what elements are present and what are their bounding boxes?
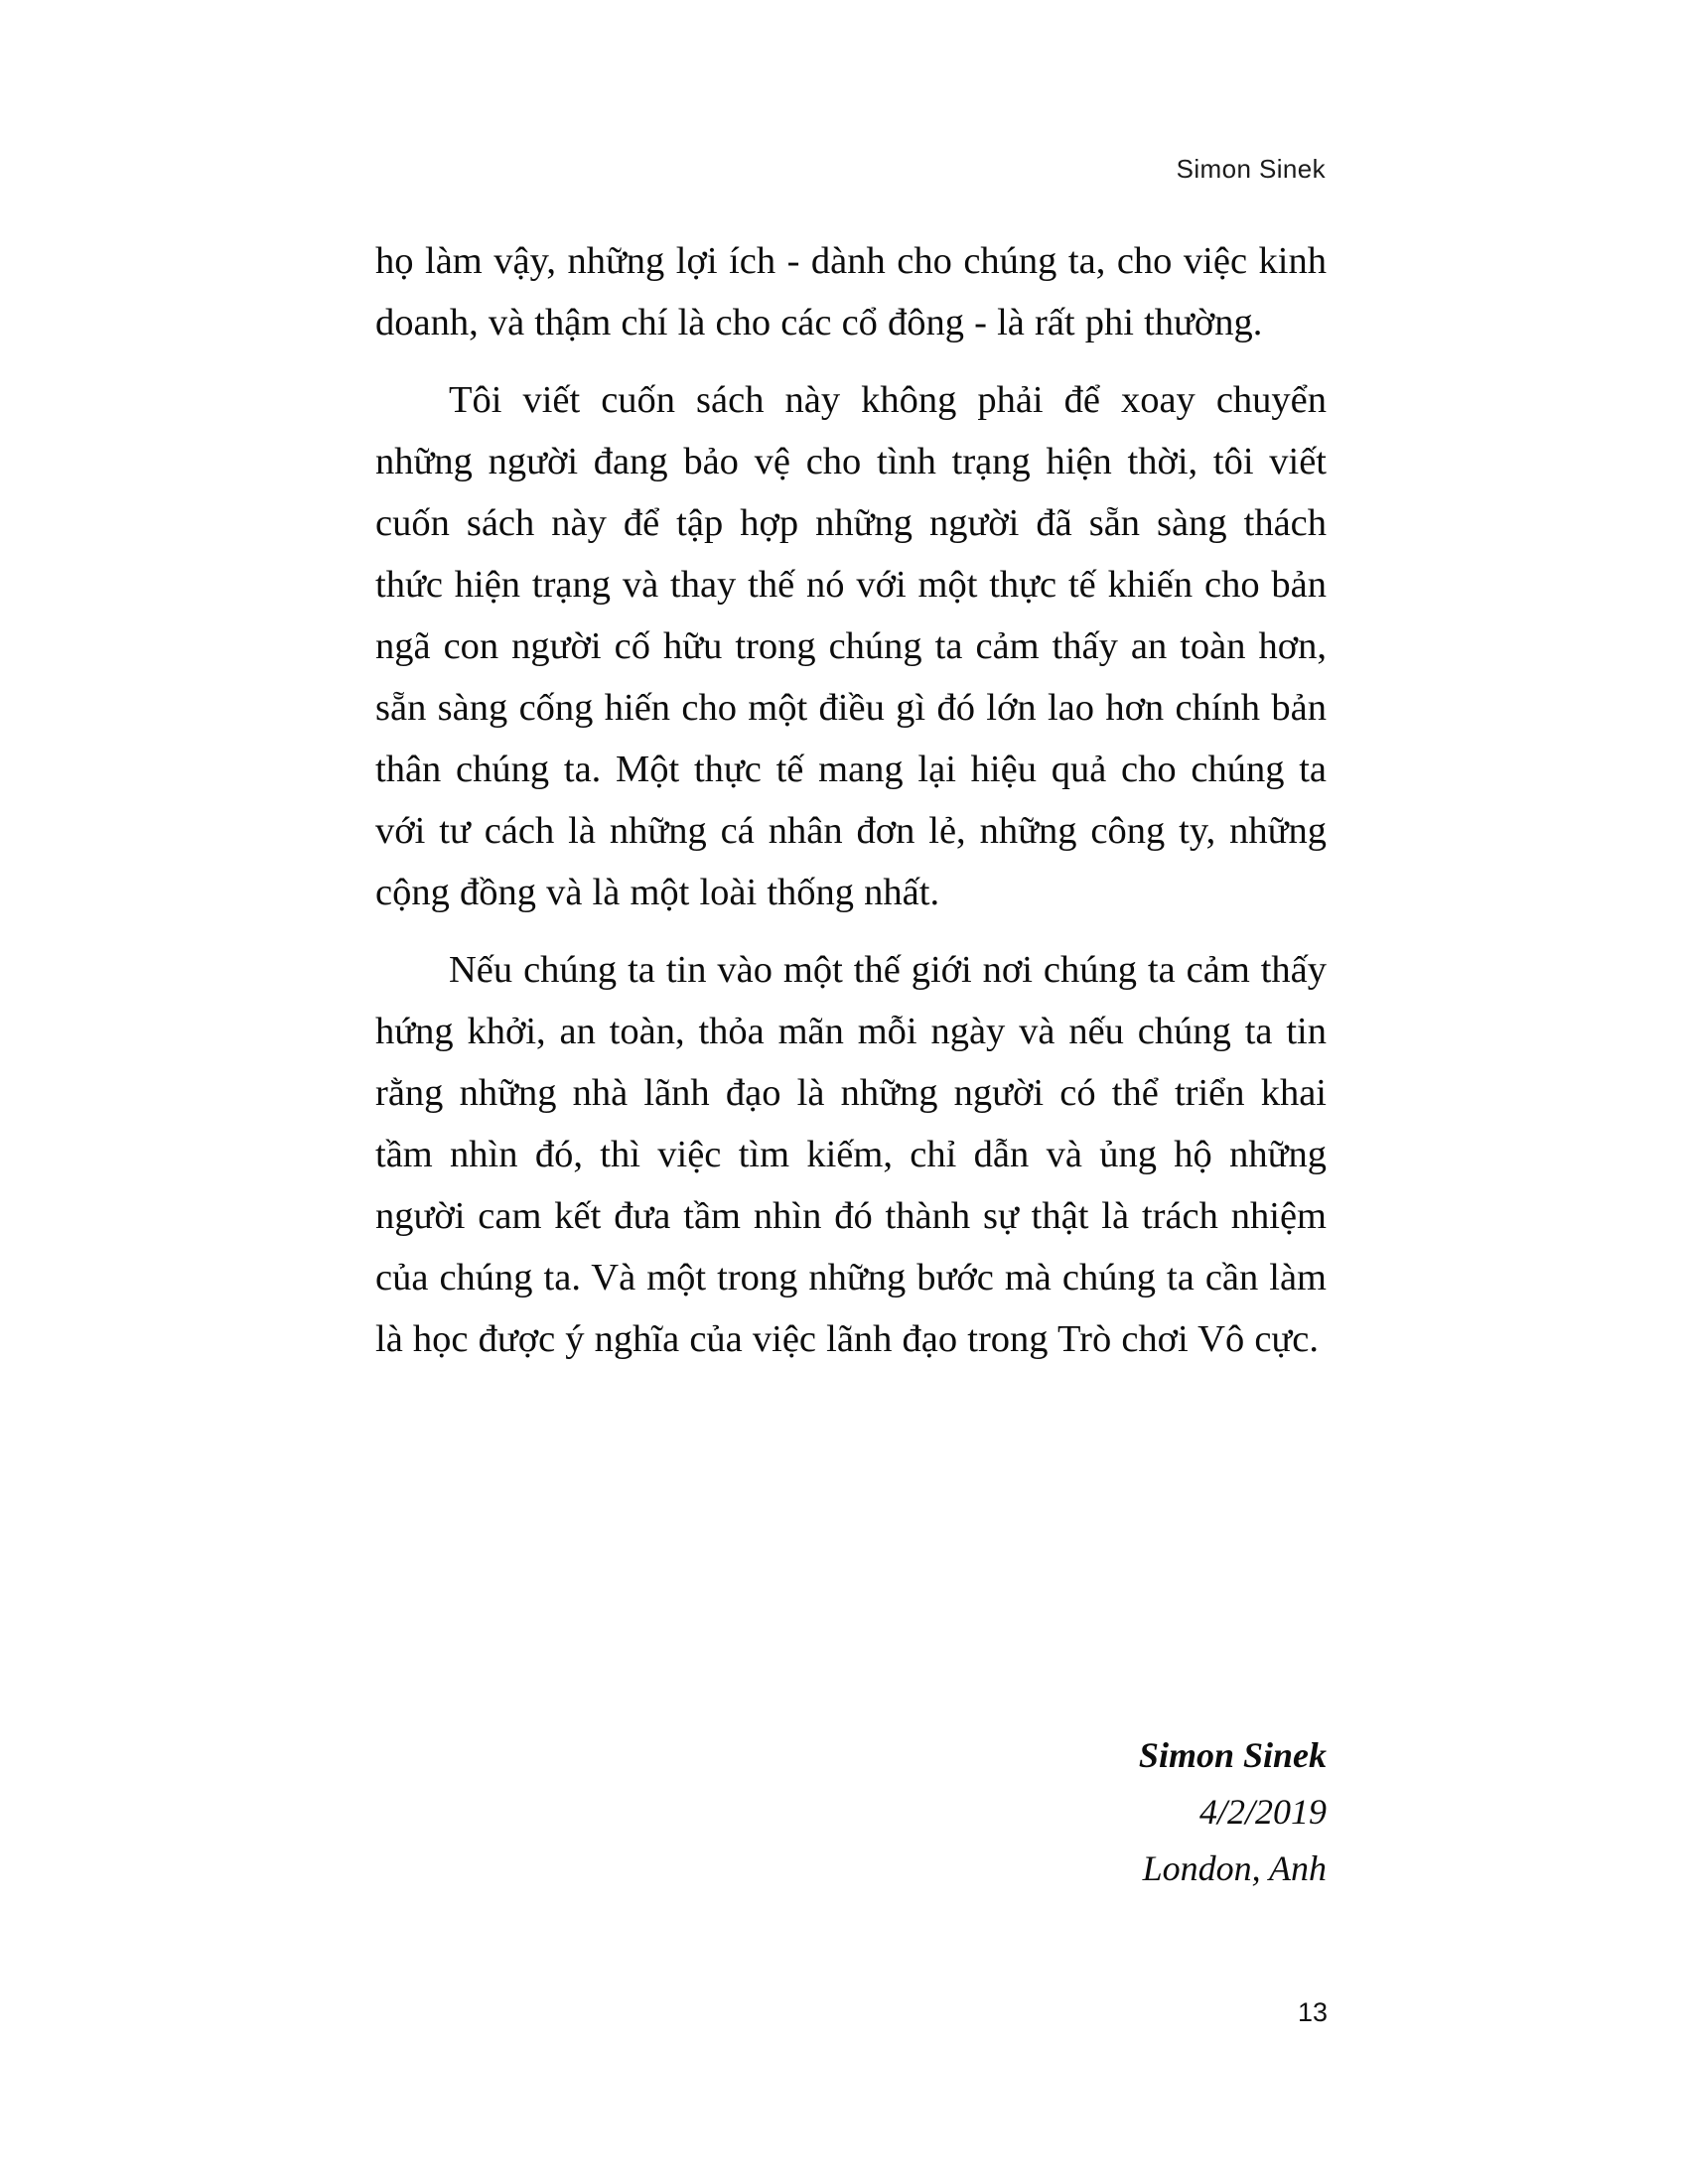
signature-location: London, Anh	[1142, 1848, 1327, 1888]
signature-date: 4/2/2019	[1198, 1792, 1327, 1832]
paragraph-3: Nếu chúng ta tin vào một thế giới nơi chúng ta cảm thấy hứng khởi, an toàn, thỏa mãn mỗi ngày và nếu chúng ta tin rằng những nhà lãnh đạo là những người có thể triển khai tầm nhìn đó, thì việc tìm kiếm, chỉ dẫn và ủng hộ những người cam kết đưa tầm nhìn đó thành sự thật là trách nhiệm của chúng ta. Và một trong những bước mà chúng ta cần làm là học được ý nghĩa của việc lãnh đạo trong Trò chơi Vô cực.	[375, 949, 1327, 1360]
body-text-column	[375, 230, 1327, 1370]
signature-block	[375, 1727, 1327, 1897]
paragraph-2: Tôi viết cuốn sách này không phải để xoay chuyển những người đang bảo vệ cho tình trạng hiện thời, tôi viết cuốn sách này để tập hợp những người đã sẵn sàng thách thức hiện trạng và thay thế nó với một thực tế khiến cho bản ngã con người cố hữu trong chúng ta cảm thấy an toàn hơn, sẵn sàng cống hiến cho một điều gì đó lớn lao hơn chính bản thân chúng ta. Một thực tế mang lại hiệu quả cho chúng ta với tư cách là những cá nhân đơn lẻ, những công ty, những cộng đồng và là một loài thống nhất.	[375, 379, 1327, 913]
page-number: 13	[1297, 1997, 1328, 2027]
running-head-author: Simon Sinek	[1176, 154, 1326, 184]
signature-name: Simon Sinek	[1138, 1735, 1327, 1775]
paragraph-1: họ làm vậy, những lợi ích - dành cho chúng ta, cho việc kinh doanh, và thậm chí là cho các cổ đông - là rất phi thường.	[375, 240, 1327, 343]
